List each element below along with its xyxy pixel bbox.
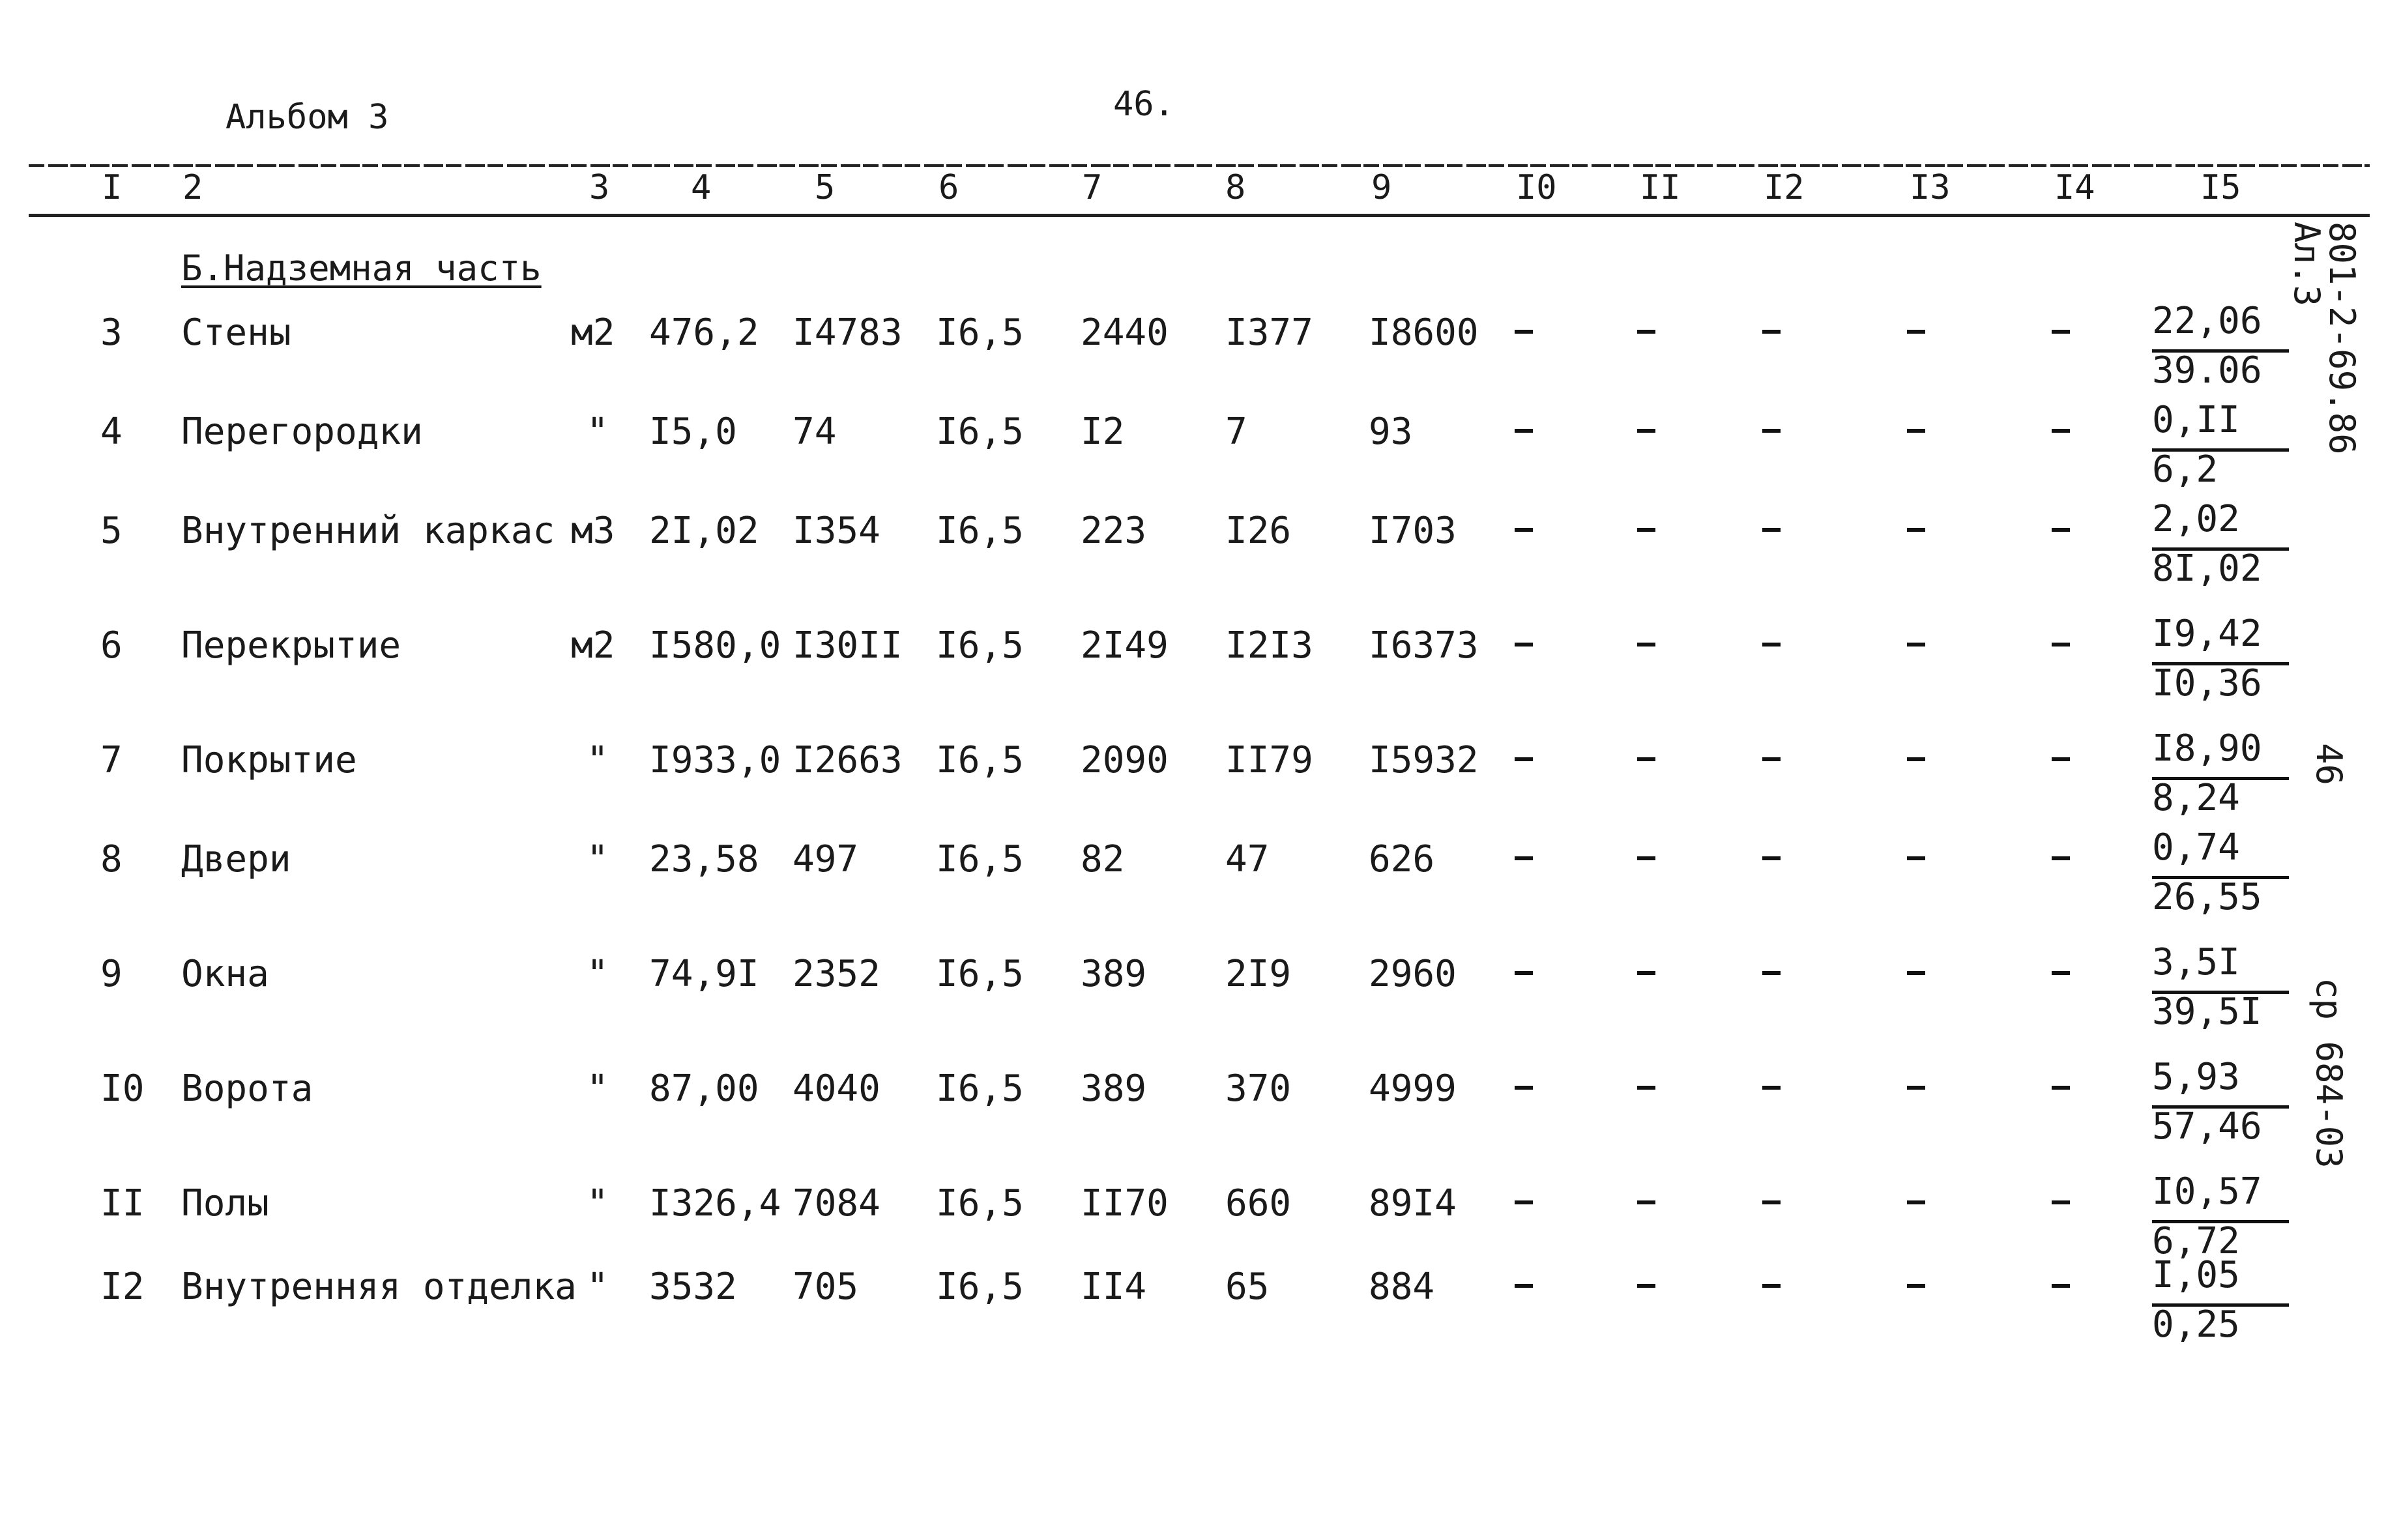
row-number: II [100,1182,145,1225]
empty-dash [1637,1200,1655,1204]
row-c5: 74 [793,411,837,453]
fraction-bottom: I0,36 [2152,662,2262,705]
empty-dash [1515,429,1533,433]
row-name: Перекрытие [181,624,401,667]
empty-dash [2052,1086,2070,1090]
table-row [0,1170,2386,1262]
empty-dash [2052,1200,2070,1204]
row-name: Внутренняя отделка [181,1266,577,1308]
row-name: Двери [181,838,291,880]
row-c4: 87,00 [649,1068,759,1110]
row-c6: I6,5 [936,1068,1024,1110]
row-c5: I2663 [793,739,903,781]
row-c4: 476,2 [649,312,759,354]
empty-dash [1762,643,1781,647]
col-header: I2 [1764,168,1805,207]
row-name: Покрытие [181,739,357,781]
row-c4: I326,4 [649,1182,781,1225]
row-number: 8 [100,838,123,880]
col-header: I5 [2200,168,2241,207]
fraction-bottom: 6,72 [2152,1220,2240,1262]
empty-dash [1762,757,1781,761]
row-number: 9 [100,953,123,995]
row-c8: 65 [1225,1266,1270,1308]
table-row [0,941,2386,1033]
fraction-top: 5,93 [2152,1056,2240,1098]
section-title: Б.Надземная часть [181,248,542,289]
table-row [0,1056,2386,1148]
row-c9: 884 [1369,1266,1435,1308]
fraction-top: I9,42 [2152,613,2262,655]
row-c5: 4040 [793,1068,880,1110]
row-c5: I30II [793,624,903,667]
empty-dash [1907,971,1925,975]
empty-dash [1637,1086,1655,1090]
empty-dash [2052,330,2070,334]
empty-dash [1515,643,1533,647]
row-c9: 89I4 [1369,1182,1457,1225]
row-c8: 7 [1225,411,1247,453]
row-c9: 2960 [1369,953,1457,995]
side-stamp-document-code: 801-2-69.86 Ал.3 [2286,222,2363,455]
header-top-rule [29,164,2370,167]
empty-dash [2052,429,2070,433]
table-row [0,727,2386,819]
empty-dash [2052,757,2070,761]
row-c8: I26 [1225,510,1292,552]
empty-dash [2052,971,2070,975]
row-c5: 497 [793,838,859,880]
table-row [0,399,2386,491]
row-c6: I6,5 [936,624,1024,667]
col-header: 5 [815,168,836,207]
empty-dash [1515,1284,1533,1288]
empty-dash [1637,757,1655,761]
empty-dash [1637,856,1655,860]
row-unit: " [587,739,609,781]
col-header: 3 [589,168,610,207]
row-c8: 370 [1225,1068,1292,1110]
row-name: Окна [181,953,269,995]
row-number: I0 [100,1068,145,1110]
col-header: I0 [1516,168,1557,207]
fraction-bottom: 57,46 [2152,1105,2262,1148]
fraction-top: I8,90 [2152,727,2262,770]
empty-dash [2052,1284,2070,1288]
row-c9: I5932 [1369,739,1479,781]
empty-dash [1515,971,1533,975]
empty-dash [1907,330,1925,334]
empty-dash [2052,528,2070,532]
fraction-top: 0,II [2152,399,2240,441]
row-c5: I4783 [793,312,903,354]
empty-dash [1515,1200,1533,1204]
empty-dash [1515,1086,1533,1090]
row-c7: II70 [1081,1182,1169,1225]
row-name: Полы [181,1182,269,1225]
empty-dash [1637,971,1655,975]
row-c9: 4999 [1369,1068,1457,1110]
row-c7: 82 [1081,838,1125,880]
fraction-bottom: 8I,02 [2152,547,2262,590]
row-number: 5 [100,510,123,552]
row-unit: м3 [571,510,615,552]
col-header: 9 [1371,168,1392,207]
row-number: 6 [100,624,123,667]
fraction-top: I,05 [2152,1254,2240,1296]
empty-dash [1907,528,1925,532]
row-c7: 2I49 [1081,624,1169,667]
table-row [0,498,2386,590]
page-number: 46. [1113,85,1174,124]
row-unit: " [587,411,609,453]
fraction-top: I0,57 [2152,1170,2262,1213]
col-header: I4 [2054,168,2095,207]
row-c9: I8600 [1369,312,1479,354]
row-c5: 2352 [793,953,880,995]
empty-dash [2052,856,2070,860]
row-c6: I6,5 [936,953,1024,995]
empty-dash [1515,330,1533,334]
row-unit: м2 [571,624,615,667]
col-header: I3 [1910,168,1951,207]
row-c7: 2090 [1081,739,1169,781]
row-c8: II79 [1225,739,1313,781]
empty-dash [1637,429,1655,433]
table-row [0,613,2386,705]
row-c4: 3532 [649,1266,737,1308]
empty-dash [1907,643,1925,647]
col-header: 2 [182,168,203,207]
row-c8: I2I3 [1225,624,1313,667]
row-c7: 2440 [1081,312,1169,354]
row-c4: 2I,02 [649,510,759,552]
col-header: 6 [938,168,959,207]
header-bottom-rule [29,214,2370,217]
fraction-bottom: 0,25 [2152,1303,2240,1346]
row-c4: I933,0 [649,739,781,781]
row-number: I2 [100,1266,145,1308]
album-label: Альбом 3 [226,98,389,137]
row-unit: " [587,1182,609,1225]
row-c9: 93 [1369,411,1413,453]
table-row [0,1254,2386,1346]
fraction-bottom: 39.06 [2152,349,2262,392]
fraction-bottom: 39,5I [2152,991,2262,1033]
fraction-top: 22,06 [2152,300,2262,342]
row-name: Стены [181,312,291,354]
fraction-bottom: 6,2 [2152,448,2219,491]
row-c8: 2I9 [1225,953,1292,995]
row-c7: 389 [1081,953,1147,995]
empty-dash [1762,971,1781,975]
empty-dash [1762,1284,1781,1288]
col-header: II [1640,168,1681,207]
empty-dash [1907,1200,1925,1204]
row-number: 4 [100,411,123,453]
row-c8: 660 [1225,1182,1292,1225]
row-c6: I6,5 [936,411,1024,453]
fraction-top: 3,5I [2152,941,2240,983]
row-name: Внутренний каркас [181,510,555,552]
fraction-bottom: 26,55 [2152,876,2262,918]
col-header: 7 [1082,168,1103,207]
row-unit: " [587,838,609,880]
col-header: I [102,168,123,207]
empty-dash [1762,528,1781,532]
row-c7: II4 [1081,1266,1147,1308]
row-c6: I6,5 [936,510,1024,552]
row-c5: I354 [793,510,880,552]
empty-dash [1907,1086,1925,1090]
row-number: 3 [100,312,123,354]
empty-dash [1637,528,1655,532]
empty-dash [1907,856,1925,860]
row-c6: I6,5 [936,1182,1024,1225]
empty-dash [1907,1284,1925,1288]
empty-dash [1637,1284,1655,1288]
row-c6: I6,5 [936,1266,1024,1308]
empty-dash [2052,643,2070,647]
row-unit: " [587,1266,609,1308]
fraction-bottom: 8,24 [2152,777,2240,819]
empty-dash [1637,330,1655,334]
row-c4: I5,0 [649,411,737,453]
col-header: 8 [1225,168,1246,207]
empty-dash [1515,856,1533,860]
table-row [0,300,2386,392]
fraction-top: 0,74 [2152,826,2240,869]
empty-dash [1762,1086,1781,1090]
row-c8: I377 [1225,312,1313,354]
row-c6: I6,5 [936,838,1024,880]
fraction-top: 2,02 [2152,498,2240,540]
empty-dash [1907,757,1925,761]
row-c7: 223 [1081,510,1147,552]
row-c5: 705 [793,1266,859,1308]
empty-dash [1762,1200,1781,1204]
row-c7: 389 [1081,1068,1147,1110]
row-number: 7 [100,739,123,781]
row-c4: 23,58 [649,838,759,880]
empty-dash [1515,757,1533,761]
row-unit: " [587,953,609,995]
row-c6: I6,5 [936,739,1024,781]
empty-dash [1762,330,1781,334]
row-name: Ворота [181,1068,313,1110]
empty-dash [1515,528,1533,532]
row-c7: I2 [1081,411,1125,453]
row-name: Перегородки [181,411,423,453]
row-c9: I6373 [1369,624,1479,667]
row-unit: " [587,1068,609,1110]
empty-dash [1762,856,1781,860]
row-c5: 7084 [793,1182,880,1225]
side-stamp-code: ср 684-03 [2308,978,2350,1169]
row-unit: м2 [571,312,615,354]
empty-dash [1907,429,1925,433]
row-c6: I6,5 [936,312,1024,354]
col-header: 4 [691,168,712,207]
side-stamp-page-number: 46 [2308,743,2350,786]
empty-dash [1762,429,1781,433]
empty-dash [1637,643,1655,647]
row-c9: I703 [1369,510,1457,552]
row-c4: I580,0 [649,624,781,667]
row-c9: 626 [1369,838,1435,880]
table-row [0,826,2386,918]
row-c8: 47 [1225,838,1270,880]
row-c4: 74,9I [649,953,759,995]
